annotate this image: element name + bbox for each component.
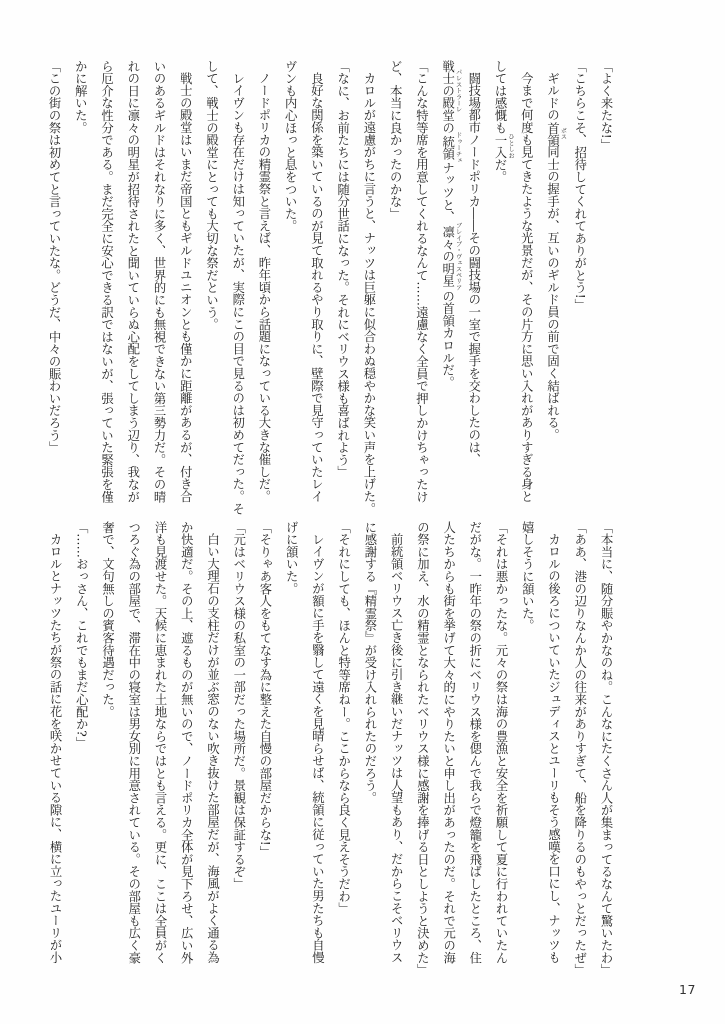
narrative-paragraph: 今まで何度も見てきたような光景だが、その片方に思い入れがありすぎる身と しては感慨も一入 ひとしおだ。: [493, 60, 534, 503]
ruby-annotated-word: 統領 ドゥーチェ: [440, 132, 462, 164]
dialogue-paragraph: 「こんな特等席を用意してくれるなんて……遠慮なく全員で押しかけちゃったけ ど、本当に良かったのかな」: [388, 60, 429, 503]
narrative-paragraph: レイヴンも存在だけは知っていたが、実際にこの目で見るのは初めてだった。そ して、戦士の殿堂にとっても大切な祭だという。: [204, 60, 245, 516]
narrative-paragraph: レイヴンが額に手を翳して遠くを見晴らせば、統領に従っていた男たちも自慢 げに頷いた。: [284, 521, 325, 964]
dialogue-paragraph: 「本当に、随分賑やかなのね。こんなにたくさん人が集まってるなんて驚いたわ」: [599, 521, 613, 977]
narrative-paragraph: 闘技場都市ノードポリカ――その闘技場の一室で握手を交わしたのは、 戦士の殿堂 パレストラーレの統領 ドゥーチェナッツと、凛々の明星 ブレイブ・ヴェスペリアの首領カロルだ。: [440, 60, 481, 466]
dialogue-paragraph: 「元はベリウス様の私室の一部だった場所だ。景観は保証するぞ」: [231, 521, 246, 890]
narrative-paragraph: カロルとナッツたちが祭の話に花を咲かせている隙に、横に立ったユーリが小: [48, 533, 63, 964]
page-number: 17: [679, 982, 696, 997]
dialogue-paragraph: 「そりゃあ客人をもてなす為に整えた自慢の部屋だからな!」: [257, 521, 272, 859]
narrative-paragraph: ノードポリカの精霊祭と言えば、昨年頃から話題になっている大きな催しだ。: [256, 72, 271, 503]
text-tier-top: [41, 60, 619, 522]
narrative-paragraph: 戦士の殿堂はいまだ帝国ともギルドユニオンとも僅かに距離があるが、付き合 いのあるギルドはそれなりに多く、世界的にも無視できない第三勢力だ。その晴 れの日に凛々の明星が招待されたと聞いていらぬ心配をしてしまう辺り、我なが ら厄介な性分である。まだ完全に安心できる訳ではないが、張っていた緊張を僅 かに解いた。: [73, 60, 193, 503]
dialogue-paragraph: 「この街の祭は初めてと言っていたな。どうだ、中々の賑わいだろう」: [47, 60, 62, 454]
ruby-annotated-word: 一入 ひとしお: [493, 133, 515, 159]
narrative-paragraph: 白い大理石の支柱だけが並ぶ窓のない吹き抜けた部屋だが、海風がよく通る為 か快適だ。その上、遮るものが無いので、ノードポリカ全体が見下ろせ、広い外 洋も見渡せた。天候に恵まれた土地ならではとも言える。更に、ここは全員がく つろぐ為の部屋で、滞在中の寝室は男女別に用意されている。その部屋も広く豪 奢で、文句無しの賓客待遇だった。: [100, 521, 220, 964]
dialogue-paragraph: 「ああ、港の辺りなんか人の往来がありすぎて、船を降りるのもやっとだったぜ」: [572, 521, 587, 977]
dialogue-paragraph: 「それにしても、ほんと特等席ねー。ここからなら良く見えそうだわ」: [336, 521, 351, 915]
narrative-paragraph: 良好な関係を築いているのが見て取れるやり取りに、壁際で見守っていたレイ ヴンも内心ほっと息をついた。: [283, 60, 324, 503]
dialogue-paragraph: 「……おっさん、これでもまだ心配か?」: [74, 521, 89, 749]
narrative-paragraph: 前統領ベリウス亡き後に引き継いだナッツは人望もあり、だからこそベリウス に感謝する『精霊祭』が受け入れられたのだろう。: [362, 521, 404, 964]
text-tier-bottom: [41, 521, 619, 983]
ruby-annotated-word: 凛々の明星 ブレイブ・ヴェスペリア: [440, 222, 462, 291]
ruby-annotated-word: 戦士の殿堂 パレストラーレ: [440, 60, 462, 122]
dialogue-paragraph: 「よく来たな!」: [599, 60, 613, 152]
narrative-paragraph: カロルの後ろについていたジュディスとユーリもそう感嘆を口にし、ナッツも 嬉しそうに頷いた。: [520, 521, 561, 964]
dialogue-paragraph: 「それは悪かったな。元々の祭は海の豊漁と安全を祈願して夏に行われていたん だがな。一昨年の祭の折にベリウス様を偲んで我らで燈籠を飛ばしたところ、住 人たちからも街を挙げて大々的にやりたいと申し出があったのだ。それで元の海 の祭に加え、水の精霊となられたベリウス様に感謝を捧げる日としようと決めた」: [415, 521, 509, 977]
ruby-annotated-word: 首領 ボス: [545, 121, 567, 147]
narrative-paragraph: カロルが遠慮がちに言うと、ナッツは巨躯に似合わぬ穏やかな笑い声を上げた。: [361, 72, 376, 516]
narrative-paragraph: ギルドの首領 ボス同士の握手が、互いのギルド員の前で固く結ばれる。: [545, 72, 567, 442]
dialogue-paragraph: 「こちらこそ、招待してくれてありがとう!」: [572, 60, 587, 311]
dialogue-paragraph: 「なに、お前たちには随分世話になった。それにベリウス様も喜ばれよう」: [335, 60, 350, 479]
